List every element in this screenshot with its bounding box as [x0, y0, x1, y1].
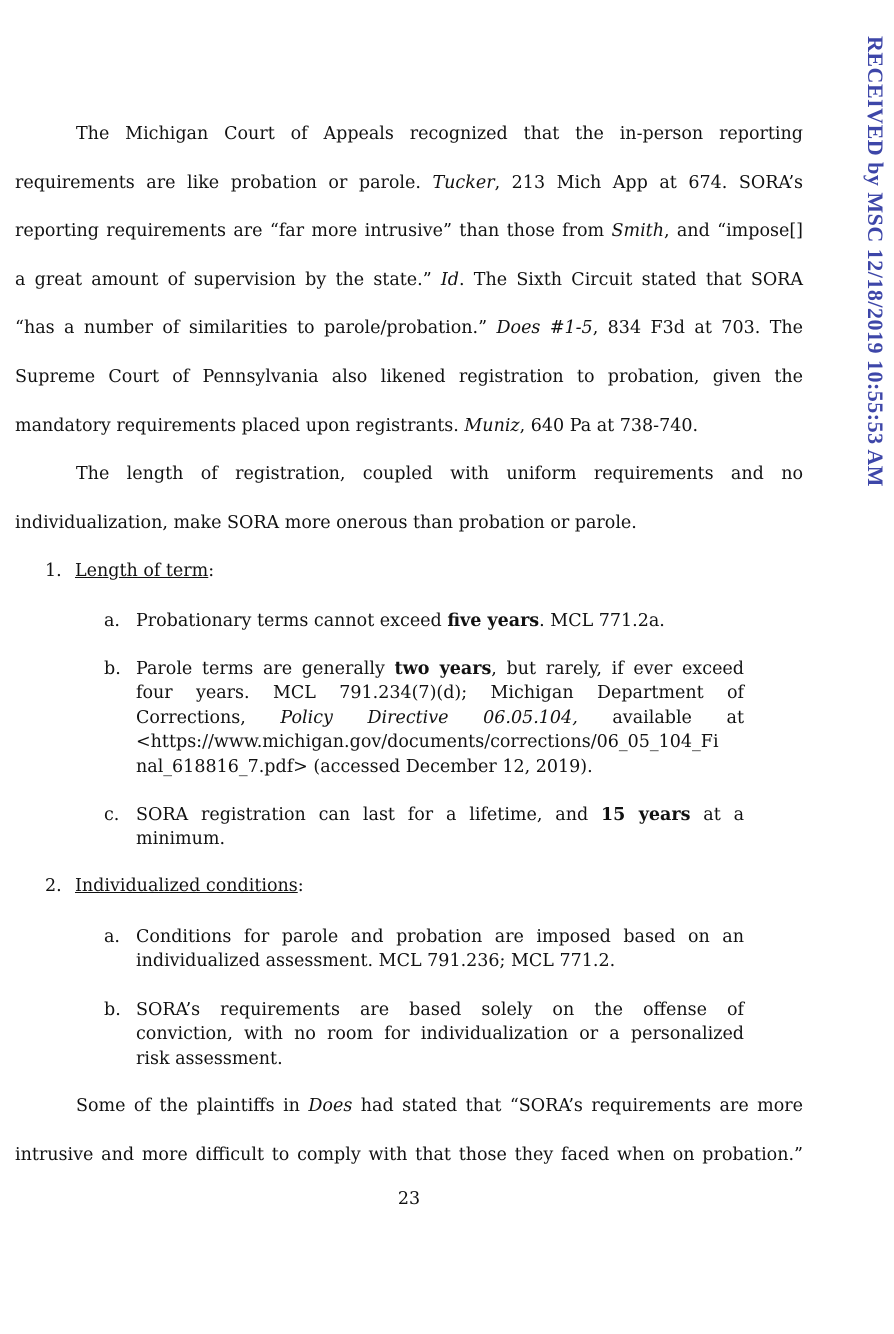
text-line: Conditions for parole and probation are imposed based on an: [136, 927, 744, 947]
sublist-item-sora-registration: [104, 803, 744, 852]
text-line: The length of registration, coupled with uniform requirements and no: [76, 464, 803, 484]
sublist-item-probationary-terms: [104, 609, 744, 633]
emphasis: two years: [394, 659, 492, 679]
list-number: 2.: [45, 876, 62, 896]
case-citation: Id: [440, 269, 460, 290]
sublist-item-sora-requirements: [104, 998, 744, 1071]
sublist-letter: b.: [104, 659, 121, 679]
list-heading: Individualized conditions: [75, 876, 298, 896]
text-line: four years. MCL 791.234(7)(d); Michigan Department of: [136, 683, 744, 704]
text-line: Parole terms are generally two years, but rarely, if ever exceed: [136, 659, 744, 679]
text-line: “has a number of similarities to parole/probation.” Does #1-5, 834 F3d at 703. The: [15, 318, 803, 339]
text-line: SORA registration can last for a lifetime, and 15 years at a: [136, 805, 744, 825]
text-line: individualized assessment. MCL 791.236; MCL 771.2.: [136, 951, 616, 972]
text-line: risk assessment.: [136, 1048, 283, 1069]
text-line: SORA’s requirements are based solely on the offense of: [136, 1000, 744, 1020]
case-citation: Does: [308, 1096, 353, 1116]
text-line: requirements are like probation or parole. Tucker, 213 Mich App at 674. SORA’s: [15, 172, 803, 193]
emphasis: five years: [447, 611, 540, 631]
text-line: nal_618816_7.pdf> (accessed December 12, 2019).: [136, 756, 593, 777]
case-citation: Smith: [611, 221, 664, 242]
list-item-individualized-conditions: 2. Individualized conditions:: [45, 876, 304, 896]
text-line: intrusive and more difficult to comply with that those they faced when on probation.”: [15, 1144, 803, 1165]
text-line: conviction, with no room for individualization or a personalized: [136, 1024, 744, 1045]
sublist-letter: b.: [104, 1000, 121, 1020]
sublist-letter: a.: [104, 611, 120, 631]
list-item-length-of-term: 1. Length of term:: [45, 561, 215, 581]
text-line: Supreme Court of Pennsylvania also likened registration to probation, given the: [15, 366, 803, 387]
text-line: The Michigan Court of Appeals recognized that the in-person reporting: [76, 124, 803, 144]
sublist-item-parole-terms: [104, 657, 744, 779]
text-line: mandatory requirements placed upon registrants. Muniz, 640 Pa at 738-740.: [15, 415, 699, 436]
text-line: Probationary terms cannot exceed five years. MCL 771.2a.: [136, 611, 665, 631]
policy-citation: Policy Directive 06.05.104,: [280, 707, 578, 728]
paragraph-court-of-appeals: [15, 110, 803, 450]
sublist-letter: c.: [104, 805, 120, 825]
text-line: a great amount of supervision by the state.” Id. The Sixth Circuit stated that SORA: [15, 269, 803, 290]
list-heading: Length of term: [75, 561, 209, 581]
sublist-item-conditions-parole: [104, 925, 744, 974]
emphasis: 15 years: [601, 805, 691, 825]
list-number: 1.: [45, 561, 62, 581]
case-citation: Muniz: [464, 415, 520, 436]
text-line: individualization, make SORA more onerous than probation or parole.: [15, 512, 637, 533]
paragraph-length-of-registration: [15, 450, 803, 547]
url-text: <https://www.michigan.gov/documents/corrections/06_05_104_Fi: [136, 732, 719, 753]
text-line: Some of the plaintiffs in Does had stated that “SORA’s requirements are more: [76, 1096, 803, 1116]
page-number: 23: [397, 1189, 421, 1209]
case-citation: Tucker: [432, 172, 495, 193]
text-line: reporting requirements are “far more intrusive” than those from Smith, and “impose[]: [15, 221, 803, 242]
text-line: Corrections, Policy Directive 06.05.104, available at: [136, 707, 744, 728]
received-stamp: RECEIVED by MSC 12/18/2019 10:55:53 AM: [863, 36, 888, 488]
case-citation: Does #1-5: [496, 318, 593, 339]
sublist-letter: a.: [104, 927, 120, 947]
text-line: minimum.: [136, 829, 226, 850]
paragraph-plaintiffs-statement: [15, 1082, 803, 1179]
